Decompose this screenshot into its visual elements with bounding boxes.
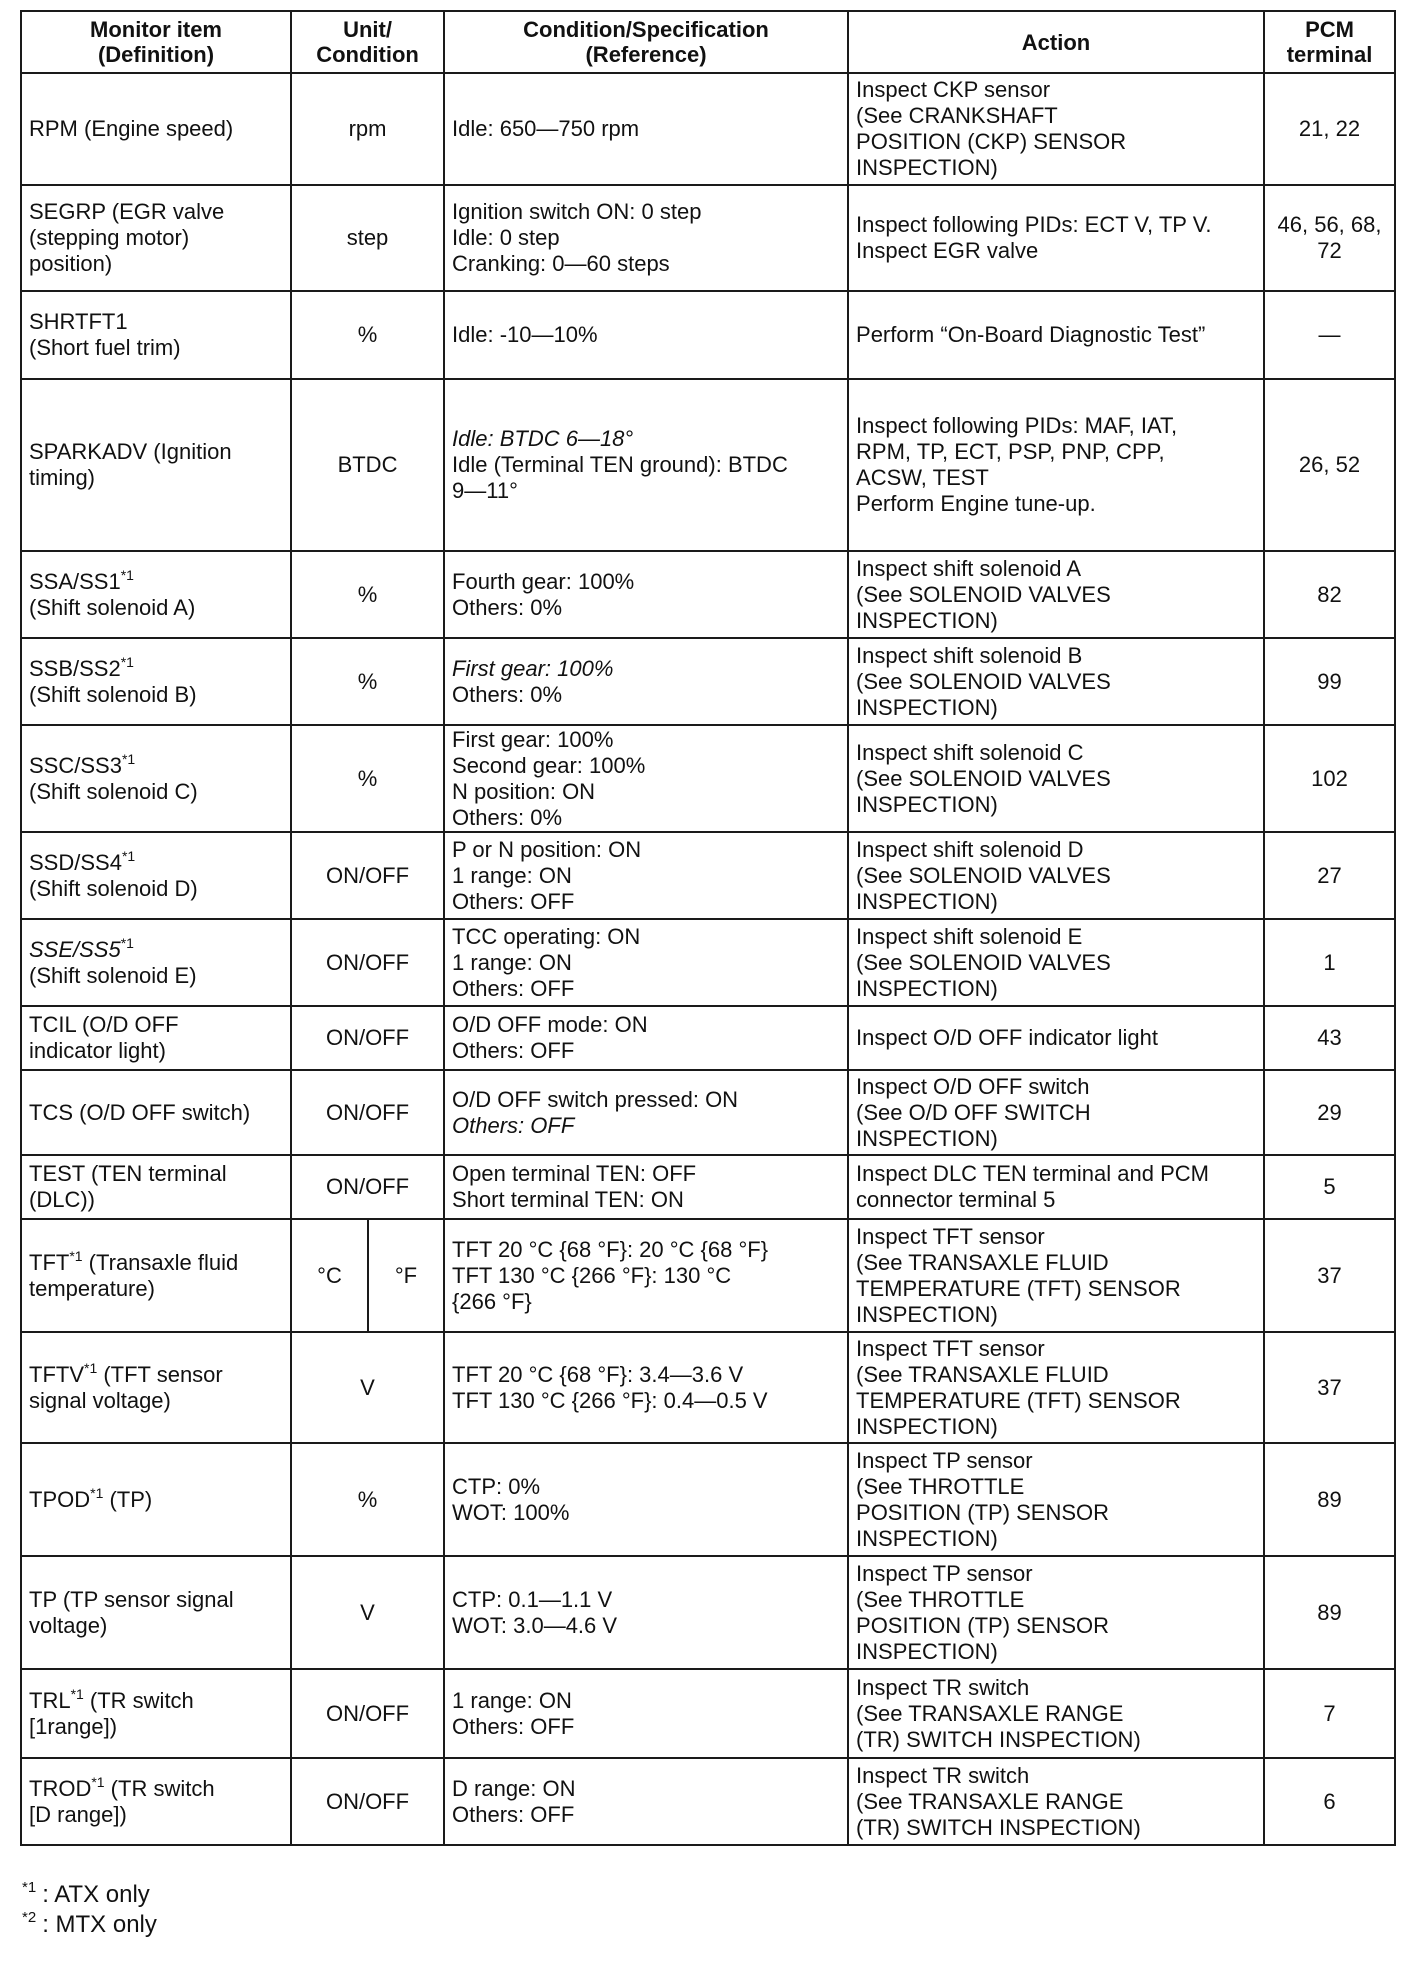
condition-cell: O/D OFF mode: ON Others: OFF bbox=[444, 1006, 848, 1070]
action-cell: Inspect shift solenoid D (See SOLENOID VALVES INSPECTION) bbox=[848, 832, 1264, 919]
pcm-terminal-cell: — bbox=[1264, 291, 1395, 379]
condition-cell: Idle: 650—750 rpm bbox=[444, 73, 848, 185]
condition-cell: Ignition switch ON: 0 step Idle: 0 step Cranking: 0—60 steps bbox=[444, 185, 848, 291]
pcm-terminal-cell: 7 bbox=[1264, 1669, 1395, 1758]
monitor-item-cell: TPOD$^{*1}$ (TP) bbox=[21, 1443, 291, 1556]
header-condition-specification: Condition/Specification (Reference) bbox=[444, 11, 848, 73]
action-cell: Inspect TFT sensor (See TRANSAXLE FLUID TEMPERATURE (TFT) SENSOR INSPECTION) bbox=[848, 1332, 1264, 1443]
pcm-terminal-cell: 21, 22 bbox=[1264, 73, 1395, 185]
action-cell: Inspect shift solenoid E (See SOLENOID VALVES INSPECTION) bbox=[848, 919, 1264, 1006]
table-row bbox=[21, 1556, 1395, 1669]
unit-cell: rpm bbox=[291, 73, 444, 185]
table-row bbox=[21, 551, 1395, 638]
table-row bbox=[21, 725, 1395, 832]
condition-cell: TCC operating: ON 1 range: ON Others: OFF bbox=[444, 919, 848, 1006]
table-row bbox=[21, 832, 1395, 919]
table-row bbox=[21, 1006, 1395, 1070]
action-cell: Inspect shift solenoid B (See SOLENOID VALVES INSPECTION) bbox=[848, 638, 1264, 725]
header-monitor-item: Monitor item (Definition) bbox=[21, 11, 291, 73]
action-cell: Inspect following PIDs: ECT V, TP V. Inspect EGR valve bbox=[848, 185, 1264, 291]
pcm-terminal-cell: 46, 56, 68, 72 bbox=[1264, 185, 1395, 291]
pcm-terminal-cell: 26, 52 bbox=[1264, 379, 1395, 551]
unit-cell: ON/OFF bbox=[291, 919, 444, 1006]
action-cell: Inspect shift solenoid A (See SOLENOID VALVES INSPECTION) bbox=[848, 551, 1264, 638]
unit-cell: % bbox=[291, 638, 444, 725]
header-pcm-terminal: PCM terminal bbox=[1264, 11, 1395, 73]
monitor-item-cell: TP (TP sensor signal voltage) bbox=[21, 1556, 291, 1669]
unit-cell: V bbox=[291, 1556, 444, 1669]
unit-cell: % bbox=[291, 291, 444, 379]
condition-cell: First gear: 100% Others: 0% bbox=[444, 638, 848, 725]
footnotes bbox=[22, 1880, 157, 1940]
unit-cell: ON/OFF bbox=[291, 1669, 444, 1758]
action-cell: Inspect DLC TEN terminal and PCM connector terminal 5 bbox=[848, 1155, 1264, 1219]
unit-fahrenheit-cell: °F bbox=[368, 1219, 444, 1332]
pcm-terminal-cell: 29 bbox=[1264, 1070, 1395, 1155]
pcm-terminal-cell: 43 bbox=[1264, 1006, 1395, 1070]
monitor-item-cell: SEGRP (EGR valve (stepping motor) position) bbox=[21, 185, 291, 291]
monitor-item-cell: TRL$^{*1}$ (TR switch [1range]) bbox=[21, 1669, 291, 1758]
table-row bbox=[21, 1155, 1395, 1219]
condition-cell: 1 range: ON Others: OFF bbox=[444, 1669, 848, 1758]
unit-cell: BTDC bbox=[291, 379, 444, 551]
action-cell: Inspect shift solenoid C (See SOLENOID VALVES INSPECTION) bbox=[848, 725, 1264, 832]
pcm-terminal-cell: 99 bbox=[1264, 638, 1395, 725]
footnote-atx: $^{*1}$ : ATX only bbox=[22, 1879, 150, 1908]
table-row bbox=[21, 1070, 1395, 1155]
unit-cell: ON/OFF bbox=[291, 1070, 444, 1155]
unit-cell: % bbox=[291, 551, 444, 638]
table-row bbox=[21, 919, 1395, 1006]
unit-cell: % bbox=[291, 725, 444, 832]
action-cell: Inspect CKP sensor (See CRANKSHAFT POSITION (CKP) SENSOR INSPECTION) bbox=[848, 73, 1264, 185]
unit-cell: ON/OFF bbox=[291, 1006, 444, 1070]
condition-cell: O/D OFF switch pressed: ON Others: OFF bbox=[444, 1070, 848, 1155]
unit-cell: ON/OFF bbox=[291, 1758, 444, 1845]
condition-cell: Fourth gear: 100% Others: 0% bbox=[444, 551, 848, 638]
monitor-item-cell: TFT$^{*1}$ (Transaxle fluid temperature) bbox=[21, 1219, 291, 1332]
monitor-item-cell: TFTV$^{*1}$ (TFT sensor signal voltage) bbox=[21, 1332, 291, 1443]
monitor-item-cell: TEST (TEN terminal (DLC)) bbox=[21, 1155, 291, 1219]
pcm-terminal-cell: 89 bbox=[1264, 1556, 1395, 1669]
action-cell: Inspect O/D OFF switch (See O/D OFF SWITCH INSPECTION) bbox=[848, 1070, 1264, 1155]
condition-cell: CTP: 0% WOT: 100% bbox=[444, 1443, 848, 1556]
table-row bbox=[21, 1443, 1395, 1556]
table-row bbox=[21, 1758, 1395, 1845]
condition-cell: CTP: 0.1—1.1 V WOT: 3.0—4.6 V bbox=[444, 1556, 848, 1669]
table-row bbox=[21, 1219, 1395, 1332]
action-cell: Inspect TP sensor (See THROTTLE POSITION (TP) SENSOR INSPECTION) bbox=[848, 1443, 1264, 1556]
condition-cell: First gear: 100% Second gear: 100% N position: ON Others: 0% bbox=[444, 725, 848, 832]
table-row bbox=[21, 1669, 1395, 1758]
action-cell: Perform “On-Board Diagnostic Test” bbox=[848, 291, 1264, 379]
monitor-item-cell: SPARKADV (Ignition timing) bbox=[21, 379, 291, 551]
pcm-terminal-cell: 102 bbox=[1264, 725, 1395, 832]
monitor-item-cell: TROD$^{*1}$ (TR switch [D range]) bbox=[21, 1758, 291, 1845]
action-cell: Inspect TR switch (See TRANSAXLE RANGE (TR) SWITCH INSPECTION) bbox=[848, 1669, 1264, 1758]
monitor-item-cell: TCIL (O/D OFF indicator light) bbox=[21, 1006, 291, 1070]
unit-cell: V bbox=[291, 1332, 444, 1443]
table-row bbox=[21, 1332, 1395, 1443]
condition-cell: Idle: -10—10% bbox=[444, 291, 848, 379]
action-cell: Inspect TP sensor (See THROTTLE POSITION (TP) SENSOR INSPECTION) bbox=[848, 1556, 1264, 1669]
action-cell: Inspect O/D OFF indicator light bbox=[848, 1006, 1264, 1070]
monitor-item-cell: SSA/SS1$^{*1}$ (Shift solenoid A) bbox=[21, 551, 291, 638]
pcm-terminal-cell: 27 bbox=[1264, 832, 1395, 919]
monitor-item-table bbox=[20, 10, 1396, 1846]
unit-cell: ON/OFF bbox=[291, 832, 444, 919]
pcm-terminal-cell: 37 bbox=[1264, 1332, 1395, 1443]
monitor-item-cell: SSC/SS3$^{*1}$ (Shift solenoid C) bbox=[21, 725, 291, 832]
table-row bbox=[21, 379, 1395, 551]
condition-cell: Idle: BTDC 6—18° Idle (Terminal TEN ground): BTDC 9—11° bbox=[444, 379, 848, 551]
action-cell: Inspect following PIDs: MAF, IAT, RPM, TP, ECT, PSP, PNP, CPP, ACSW, TEST Perform Engine tune-up. bbox=[848, 379, 1264, 551]
action-cell: Inspect TR switch (See TRANSAXLE RANGE (TR) SWITCH INSPECTION) bbox=[848, 1758, 1264, 1845]
monitor-item-cell: SHRTFT1 (Short fuel trim) bbox=[21, 291, 291, 379]
pcm-terminal-cell: 1 bbox=[1264, 919, 1395, 1006]
pcm-terminal-cell: 89 bbox=[1264, 1443, 1395, 1556]
table-row bbox=[21, 73, 1395, 185]
condition-cell: P or N position: ON 1 range: ON Others: OFF bbox=[444, 832, 848, 919]
condition-cell: Open terminal TEN: OFF Short terminal TEN: ON bbox=[444, 1155, 848, 1219]
monitor-item-cell: SSD/SS4$^{*1}$ (Shift solenoid D) bbox=[21, 832, 291, 919]
footnote-mtx: $^{*2}$ : MTX only bbox=[22, 1909, 157, 1938]
table-header-row bbox=[21, 11, 1395, 73]
pcm-terminal-cell: 37 bbox=[1264, 1219, 1395, 1332]
header-action: Action bbox=[848, 11, 1264, 73]
table-row bbox=[21, 185, 1395, 291]
action-cell: Inspect TFT sensor (See TRANSAXLE FLUID TEMPERATURE (TFT) SENSOR INSPECTION) bbox=[848, 1219, 1264, 1332]
pcm-terminal-cell: 5 bbox=[1264, 1155, 1395, 1219]
monitor-item-cell: SSB/SS2$^{*1}$ (Shift solenoid B) bbox=[21, 638, 291, 725]
condition-cell: TFT 20 °C {68 °F}: 20 °C {68 °F} TFT 130 °C {266 °F}: 130 °C {266 °F} bbox=[444, 1219, 848, 1332]
condition-cell: TFT 20 °C {68 °F}: 3.4—3.6 V TFT 130 °C {266 °F}: 0.4—0.5 V bbox=[444, 1332, 848, 1443]
table-row bbox=[21, 638, 1395, 725]
unit-cell: step bbox=[291, 185, 444, 291]
unit-celsius-cell: °C bbox=[291, 1219, 368, 1332]
header-unit-condition: Unit/ Condition bbox=[291, 11, 444, 73]
pcm-terminal-cell: 82 bbox=[1264, 551, 1395, 638]
monitor-item-cell: SSE/SS5$^{*1}$ (Shift solenoid E) bbox=[21, 919, 291, 1006]
monitor-item-cell: RPM (Engine speed) bbox=[21, 73, 291, 185]
condition-cell: D range: ON Others: OFF bbox=[444, 1758, 848, 1845]
pcm-terminal-cell: 6 bbox=[1264, 1758, 1395, 1845]
unit-cell: % bbox=[291, 1443, 444, 1556]
monitor-item-cell: TCS (O/D OFF switch) bbox=[21, 1070, 291, 1155]
table-row bbox=[21, 291, 1395, 379]
unit-cell: ON/OFF bbox=[291, 1155, 444, 1219]
